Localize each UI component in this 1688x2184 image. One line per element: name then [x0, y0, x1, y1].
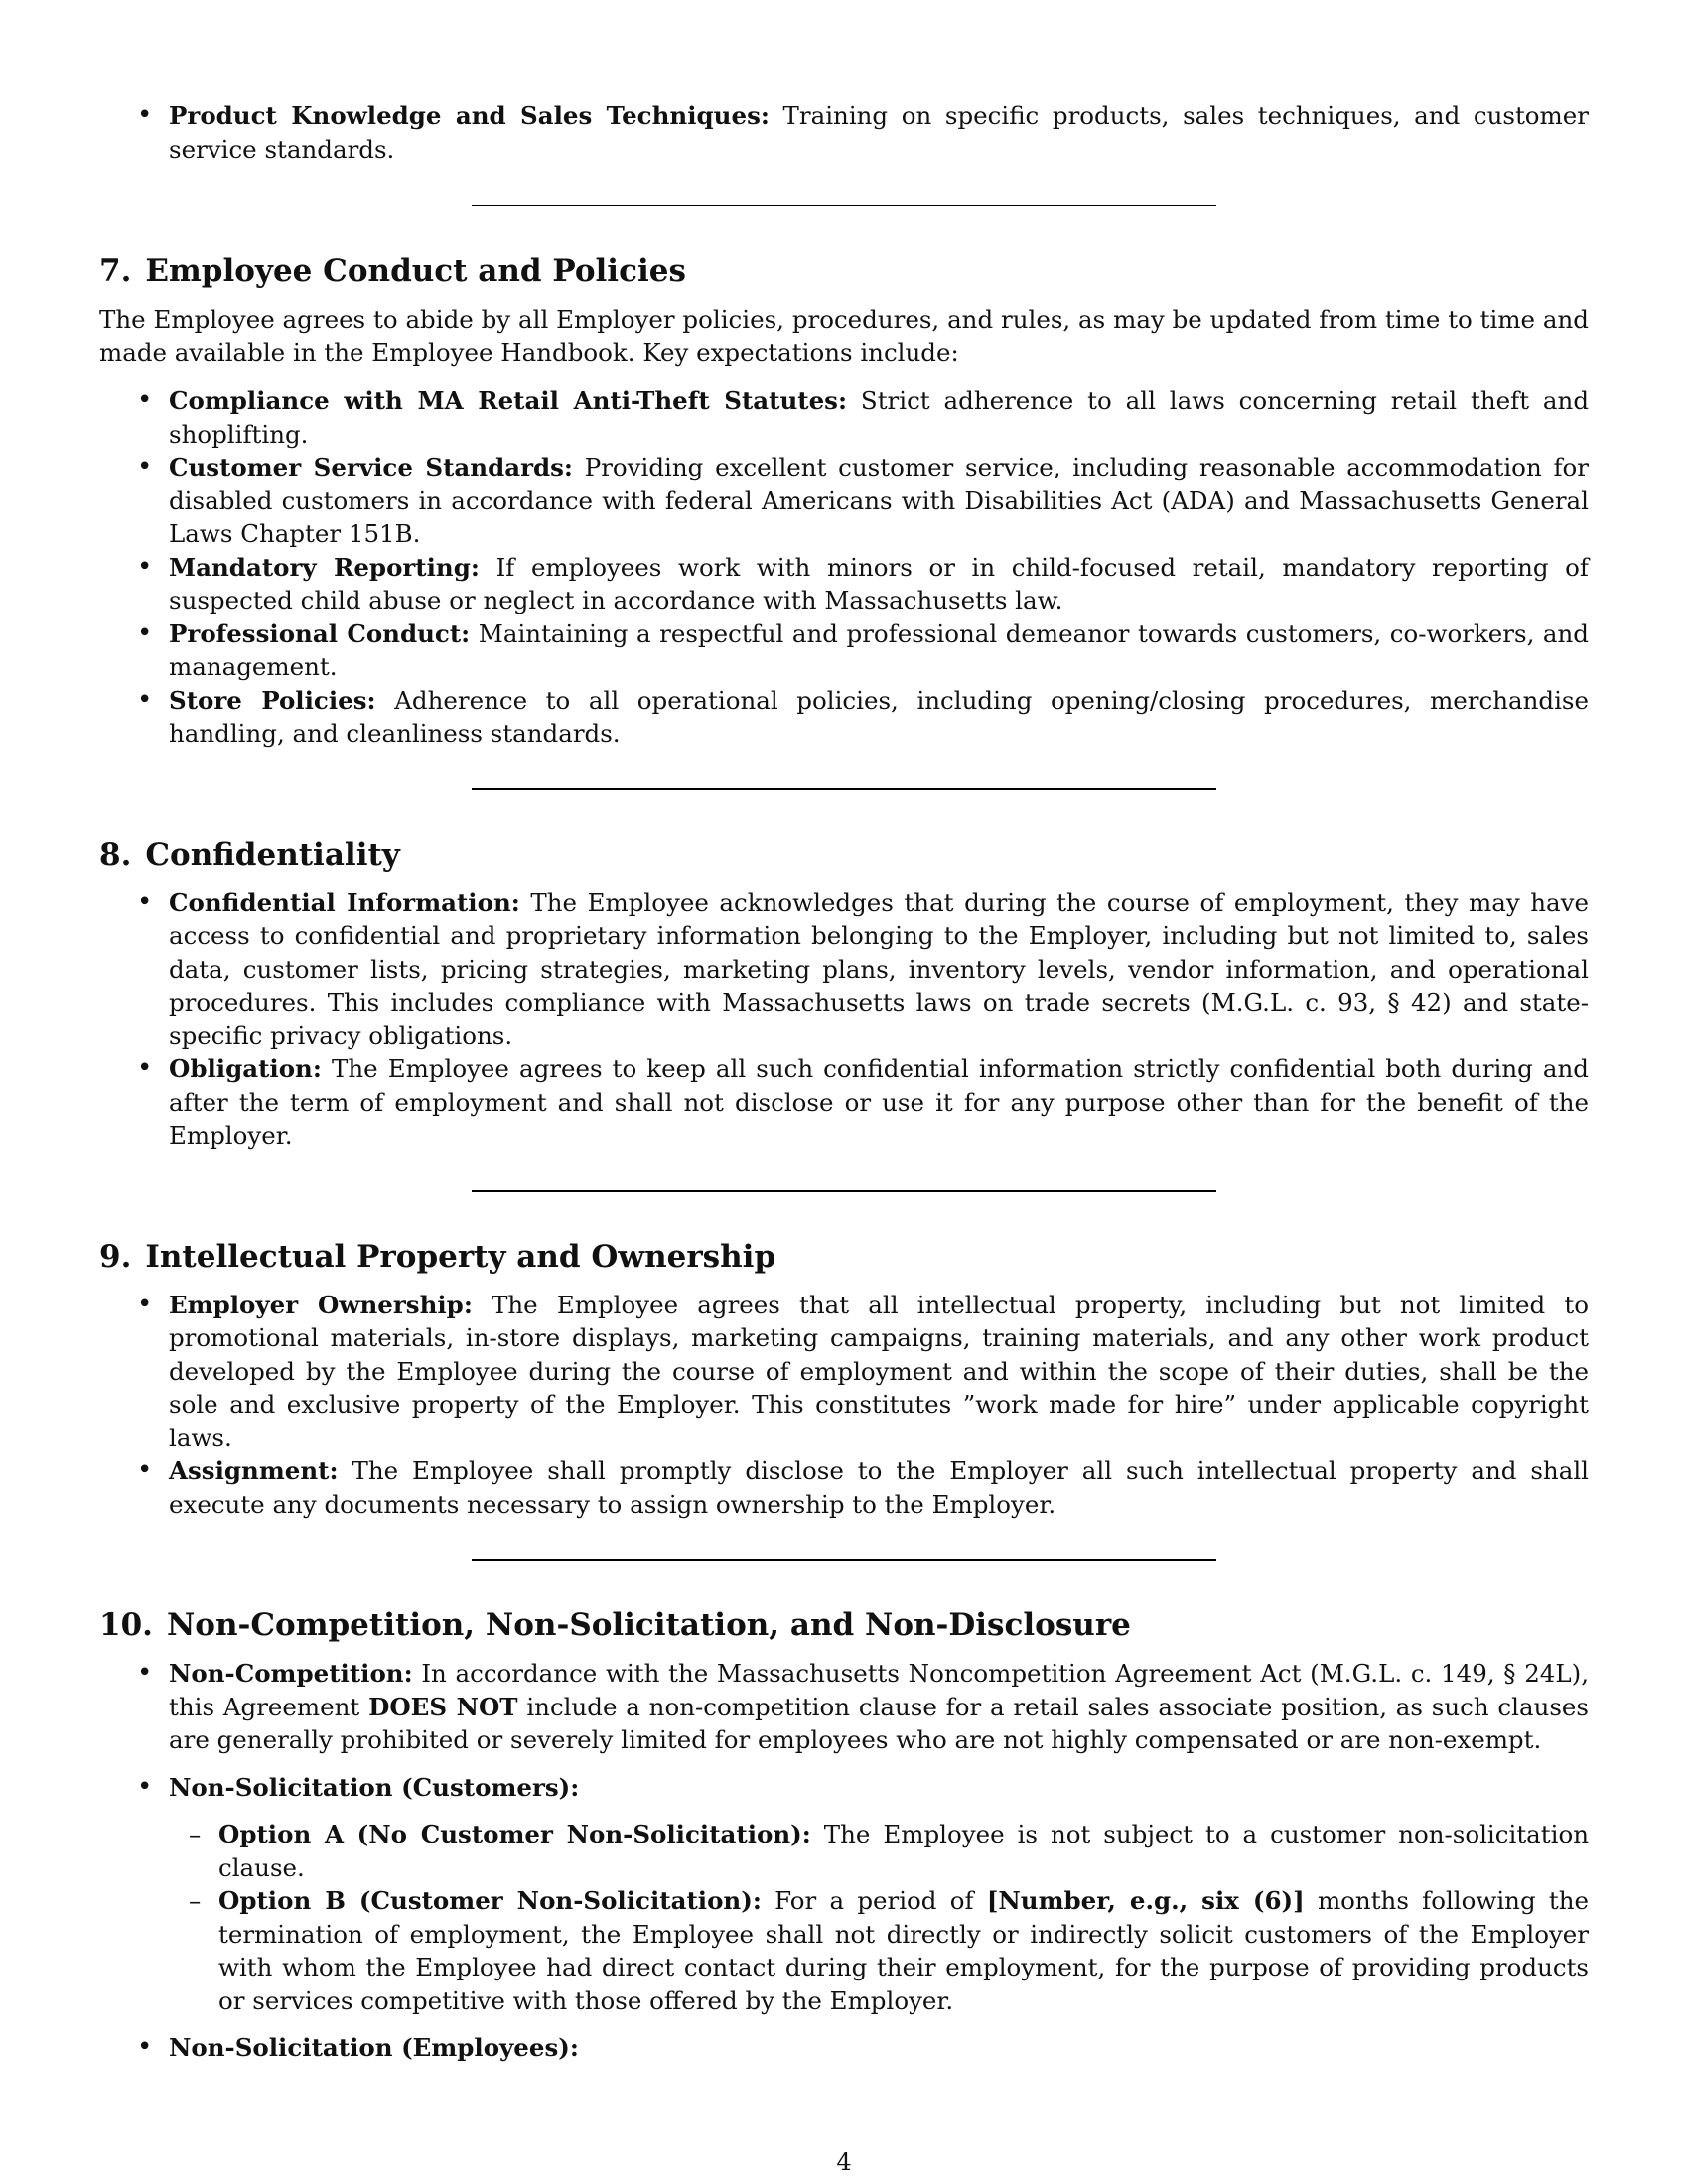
- confidentiality-list: [99, 887, 1589, 1153]
- customer-options-list: [159, 1818, 1589, 2017]
- item-text: include a non-competition clause for a retail sales associate position, as such clauses are generally prohibited or severely limited for employees who are not highly compensated or are non-exempt.: [169, 1692, 1590, 1754]
- item-text: Training on specific products, sales techniques, and customer service standards.: [169, 101, 1589, 164]
- page-number: 4: [836, 2148, 852, 2176]
- section-heading-10: [99, 1605, 1589, 1645]
- list-item: [99, 551, 1589, 617]
- section-divider: [472, 788, 1216, 790]
- list-item: [99, 384, 1589, 451]
- list-item: [99, 1657, 1589, 1757]
- section-heading-8: [99, 835, 1589, 875]
- item-text: Strict adherence to all laws concerning retail theft and shoplifting.: [169, 386, 1589, 449]
- item-term: Customer Service Standards:: [169, 453, 573, 481]
- section-heading-9: [99, 1237, 1589, 1277]
- intro-list: [99, 99, 1589, 166]
- item-text: The Employee shall promptly disclose to the Employer all such intellectual property and shall execute any documents necessary to assign ownership to the Employer.: [169, 1456, 1589, 1519]
- item-text: The Employee agrees to keep all such confidential information strictly confidential both during and after the term of employment and shall not disclose or use it for any purpose other than for the benefit of the Employer.: [169, 1054, 1589, 1150]
- section-divider: [472, 1559, 1216, 1561]
- item-text: Maintaining a respectful and professional demeanor towards customers, co-workers, and management.: [169, 618, 1589, 681]
- list-item: [99, 99, 1589, 166]
- item-text: The Employee acknowledges that during the course of employment, they may have access to confidential and proprietary information belonging to the Employer, including but not limited to, sales data, customer lists, pricing strategies, marketing plans, inventory levels, vendor information, and operational procedures. This includes compliance with Massachusetts laws on trade secrets (M.G.L. c. 93, § 42) and state-specific privacy obligations.: [169, 887, 1589, 1050]
- section-number: 7.: [99, 253, 132, 289]
- item-term: Professional Conduct:: [169, 618, 471, 648]
- item-term: Confidential Information:: [169, 887, 520, 917]
- list-item: [99, 451, 1589, 551]
- item-term: Compliance with MA Retail Anti-Theft Statutes:: [169, 386, 848, 415]
- option-text: For a period of: [774, 1886, 974, 1915]
- item-term: Store Policies:: [169, 685, 376, 715]
- section-heading-7: [99, 251, 1589, 291]
- option-term: Option B (Customer Non-Solicitation):: [218, 1886, 762, 1915]
- page-content: [99, 99, 1589, 2065]
- item-term: Mandatory Reporting:: [169, 552, 480, 582]
- item-text: If employees work with minors or in child-focused retail, mandatory reporting of suspected child abuse or neglect in accordance with Massachusetts law.: [169, 552, 1590, 614]
- section-title: Intellectual Property and Ownership: [145, 1238, 776, 1275]
- option-item: [159, 1884, 1589, 2017]
- item-term: Non-Solicitation (Employees):: [169, 2033, 579, 2062]
- section-title: Confidentiality: [145, 836, 400, 873]
- noncompete-list: [99, 1657, 1589, 2065]
- item-term: Non-Competition:: [169, 1659, 413, 1688]
- list-item: [99, 1454, 1589, 1521]
- item-text: Adherence to all operational policies, including opening/closing procedures, merchandise handling, and cleanliness standards.: [169, 685, 1589, 748]
- section-title: Non-Competition, Non-Solicitation, and Non-Disclosure: [166, 1607, 1131, 1643]
- placeholder-text: [Number, e.g., six (6)]: [986, 1886, 1305, 1915]
- conduct-list: [99, 384, 1589, 751]
- section-number: 10.: [99, 1607, 153, 1643]
- list-item: [99, 1289, 1589, 1455]
- option-text: months following the termination of employment, the Employee shall not directly or indirectly solicit customers of the Employer with whom the Employee had direct contact during their employment, for the purpose of providing products or services competitive with those offered by the Employer.: [218, 1886, 1590, 2015]
- item-term: Assignment:: [169, 1456, 339, 1485]
- list-item: [99, 1052, 1589, 1153]
- option-text: The Employee is not subject to a customer non-solicitation clause.: [218, 1820, 1589, 1882]
- emphasis-text: DOES NOT: [368, 1692, 518, 1721]
- section-intro: The Employee agrees to abide by all Employer policies, procedures, and rules, as may be updated from time to time and made available in the Employee Handbook. Key expectations include:: [99, 305, 1589, 367]
- list-item: [99, 684, 1589, 751]
- section-number: 9.: [99, 1238, 132, 1275]
- option-term: Option A (No Customer Non-Solicitation):: [218, 1820, 811, 1848]
- list-item: [99, 887, 1589, 1053]
- item-text: In accordance with the Massachusetts Noncompetition Agreement Act (M.G.L. c. 149, § 24L), this Agreement: [169, 1659, 1589, 1721]
- item-term: Obligation:: [169, 1054, 322, 1083]
- list-item: [99, 2031, 1589, 2065]
- list-item: [99, 617, 1589, 684]
- ip-list: [99, 1289, 1589, 1522]
- option-item: [159, 1818, 1589, 1884]
- item-term: Non-Solicitation (Customers):: [169, 1772, 580, 1802]
- section-title: Employee Conduct and Policies: [145, 253, 686, 289]
- section-divider: [472, 205, 1216, 206]
- item-text: Providing excellent customer service, including reasonable accommodation for disabled customers in accordance with federal Americans with Disabilities Act (ADA) and Massachusetts General Laws Chapter 151B.: [169, 453, 1589, 548]
- list-item: [99, 1771, 1589, 2018]
- section-number: 8.: [99, 836, 132, 873]
- section-divider: [472, 1190, 1216, 1192]
- item-text: The Employee agrees that all intellectual property, including but not limited to promotional materials, in-store displays, marketing campaigns, training materials, and any other work product developed by the Employee during the course of employment and within the scope of their duties, shall be the sole and exclusive property of the Employer. This constitutes ”work made for hire” under applicable copyright laws.: [169, 1290, 1590, 1452]
- item-term: Employer Ownership:: [169, 1290, 473, 1319]
- item-term: Product Knowledge and Sales Techniques:: [169, 101, 770, 130]
